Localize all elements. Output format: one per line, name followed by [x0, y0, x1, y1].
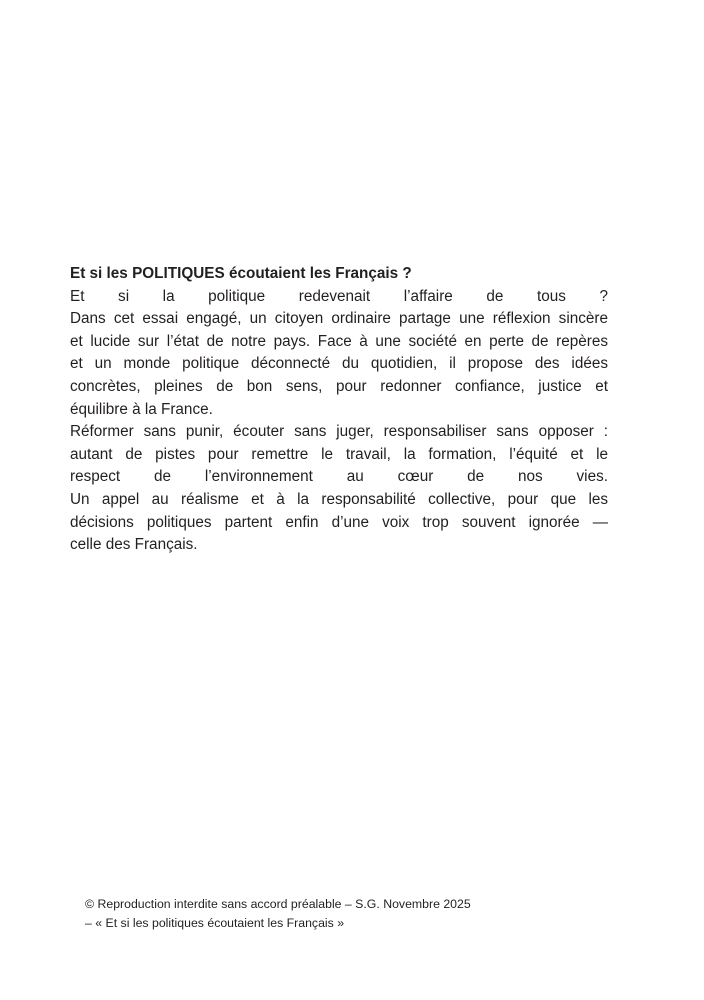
- blurb-title: Et si les POLITIQUES écoutaient les Français ?: [70, 265, 412, 282]
- blurb-line: et un monde politique déconnecté du quotidien, il propose des idées: [70, 355, 608, 373]
- blurb-line: Dans cet essai engagé, un citoyen ordinaire partage une réflexion sincère: [70, 310, 608, 328]
- blurb-line: respect de l’environnement au cœur de nos vies.: [70, 468, 608, 486]
- blurb-line: concrètes, pleines de bon sens, pour redonner confiance, justice et: [70, 377, 608, 395]
- copyright-line: © Reproduction interdite sans accord préalable – S.G. Novembre 2025: [85, 897, 471, 911]
- blurb-line: décisions politiques partent enfin d’une voix trop souvent ignorée —: [70, 513, 608, 531]
- blurb-line: Un appel au réalisme et à la responsabilité collective, pour que les: [70, 490, 608, 508]
- blurb-line: autant de pistes pour remettre le travail, la formation, l’équité et le: [70, 445, 608, 463]
- copyright-line: – « Et si les politiques écoutaient les Français »: [85, 915, 345, 930]
- blurb-line: Réformer sans punir, écouter sans juger, responsabiliser sans opposer :: [70, 423, 608, 441]
- blurb-line: Et si la politique redevenait l’affaire de tous ?: [70, 287, 608, 305]
- blurb-line: celle des Français.: [70, 536, 198, 554]
- back-cover-blurb: [70, 263, 608, 557]
- blurb-line: et lucide sur l’état de notre pays. Face à une société en perte de repères: [70, 332, 608, 350]
- copyright-notice: [85, 895, 645, 932]
- blurb-line: équilibre à la France.: [70, 400, 213, 418]
